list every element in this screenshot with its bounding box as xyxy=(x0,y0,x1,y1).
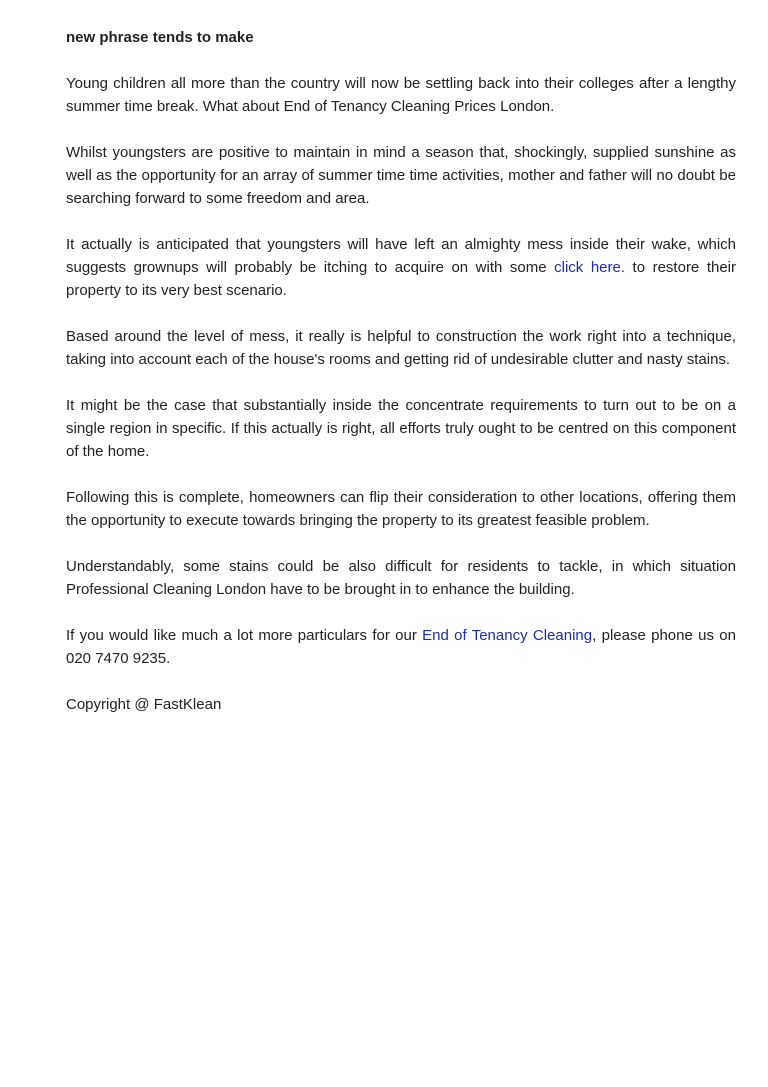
paragraph-5: It might be the case that substantially inside the concentrate requirements to turn out to be on a single region in specific. If this actually is right, all efforts truly ought to be centred on this component of the home. xyxy=(66,397,736,460)
paragraph-1: Young children all more than the country will now be settling back into their colleges after a lengthy summer time break. What about End of Tenancy Cleaning Prices London. xyxy=(66,75,736,115)
paragraph-8-text-before: If you would like much a lot more particulars for our xyxy=(66,627,423,644)
copyright-text: Copyright @ FastKlean xyxy=(66,696,222,713)
document-title: new phrase tends to make xyxy=(66,29,254,46)
end-of-tenancy-cleaning-link[interactable]: End of Tenancy Cleaning xyxy=(422,627,593,644)
paragraph-3-text-after: to restore their property to its very best scenario. xyxy=(66,259,736,299)
paragraph-2: Whilst youngsters are positive to maintain in mind a season that, shockingly, supplied sunshine as well as the opportunity for an array of summer time time activities, mother and father will no doubt be searching forward to some freedom and area. xyxy=(66,144,736,207)
paragraph-3-text-before: It actually is anticipated that youngsters will have left an almighty mess inside their wake, which suggests grownups will probably be itching to acquire on with some xyxy=(66,236,736,276)
paragraph-3 xyxy=(66,233,736,302)
document-page xyxy=(66,26,736,716)
paragraph-8-text-after: , please phone us on 020 7470 9235. xyxy=(66,627,736,667)
click-here-link[interactable]: click here. xyxy=(554,259,626,276)
paragraph-7: Understandably, some stains could be also difficult for residents to tackle, in which situation Professional Cleaning London have to be brought in to enhance the building. xyxy=(66,558,736,598)
paragraph-4: Based around the level of mess, it really is helpful to construction the work right into a technique, taking into account each of the house's rooms and getting rid of undesirable clutter and nasty stains. xyxy=(66,328,736,368)
paragraph-6: Following this is complete, homeowners can flip their consideration to other locations, offering them the opportunity to execute towards bringing the property to its greatest feasible problem. xyxy=(66,489,736,529)
paragraph-8 xyxy=(66,624,736,670)
